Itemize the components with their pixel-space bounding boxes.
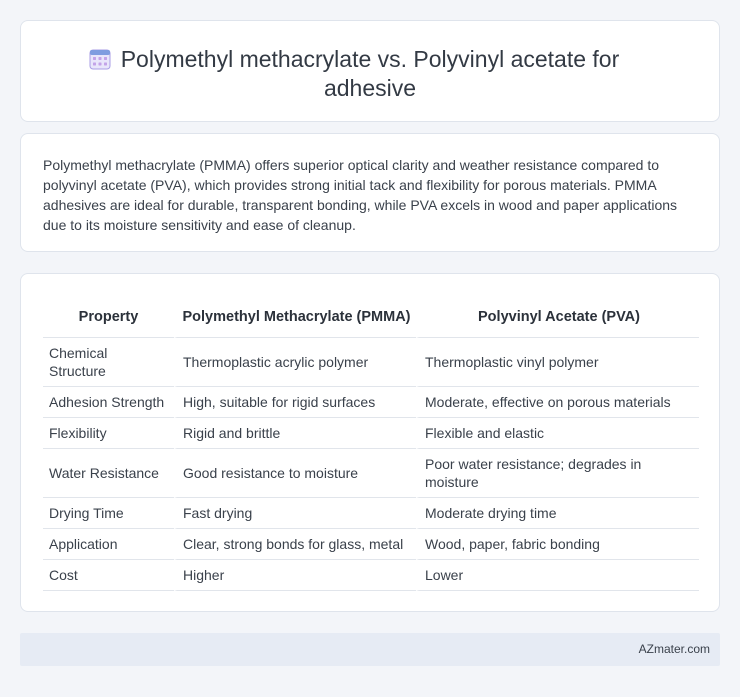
table-row — [43, 560, 699, 591]
pmma-cell: Rigid and brittle — [174, 418, 416, 449]
property-cell: Adhesion Strength — [43, 387, 174, 418]
footer-brand: AZmater.com — [638, 642, 710, 656]
pmma-cell: Clear, strong bonds for glass, metal — [174, 529, 416, 560]
property-cell: Water Resistance — [43, 449, 174, 498]
summary-card — [20, 133, 720, 252]
pmma-cell: Thermoplastic acrylic polymer — [174, 338, 416, 387]
page-title: Polymethyl methacrylate vs. Polyvinyl acetate for adhesive — [120, 46, 620, 101]
pva-cell: Lower — [416, 560, 699, 591]
table-row — [43, 338, 699, 387]
property-cell: Drying Time — [43, 498, 174, 529]
property-cell: Chemical Structure — [43, 338, 174, 387]
pva-cell: Wood, paper, fabric bonding — [416, 529, 699, 560]
pva-cell: Flexible and elastic — [416, 418, 699, 449]
table-row — [43, 387, 699, 418]
property-cell: Cost — [43, 560, 174, 591]
pva-cell: Moderate, effective on porous materials — [416, 387, 699, 418]
header-property: Property — [43, 296, 174, 338]
header-pmma: Polymethyl Methacrylate (PMMA) — [174, 296, 416, 338]
table-row — [43, 449, 699, 498]
property-cell: Flexibility — [43, 418, 174, 449]
pva-cell: Thermoplastic vinyl polymer — [416, 338, 699, 387]
pmma-cell: High, suitable for rigid surfaces — [174, 387, 416, 418]
footer-bar — [20, 633, 720, 666]
pmma-cell: Higher — [174, 560, 416, 591]
table-header-row — [43, 296, 699, 338]
table-row — [43, 529, 699, 560]
pmma-cell: Good resistance to moisture — [174, 449, 416, 498]
header-pva: Polyvinyl Acetate (PVA) — [416, 296, 699, 338]
table-row — [43, 498, 699, 529]
comparison-table-card — [20, 273, 720, 612]
page-title-wrap — [81, 45, 659, 103]
property-cell: Application — [43, 529, 174, 560]
pva-cell: Moderate drying time — [416, 498, 699, 529]
title-card — [20, 20, 720, 122]
comparison-table — [43, 296, 699, 591]
pva-cell: Poor water resistance; degrades in moisture — [416, 449, 699, 498]
table-row — [43, 418, 699, 449]
pmma-cell: Fast drying — [174, 498, 416, 529]
summary-text: Polymethyl methacrylate (PMMA) offers superior optical clarity and weather resistance compared to polyvinyl acetate (PVA), which provides strong initial tack and flexibility for porous materials. PMMA adhesives are ideal for durable, transparent bonding, while PVA excels in wood and paper applications due to its moisture sensitivity and ease of cleanup. — [43, 157, 678, 233]
